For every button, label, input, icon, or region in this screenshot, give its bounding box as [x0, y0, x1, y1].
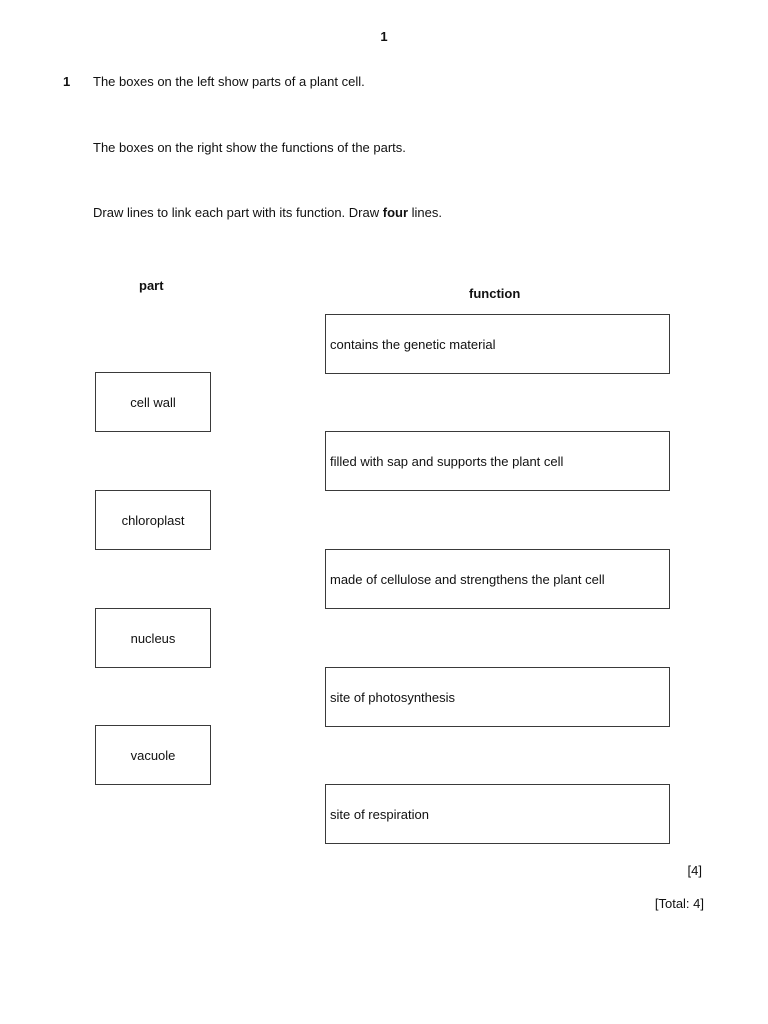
function-box-genetic-material[interactable]: [325, 314, 670, 374]
part-label: vacuole: [130, 747, 176, 763]
intro-left-text: The boxes on the left show parts of a plant cell.: [93, 74, 365, 89]
marks-label: [4]: [687, 863, 702, 878]
function-box-photosynthesis[interactable]: [325, 667, 670, 727]
function-box-sap[interactable]: [325, 431, 670, 491]
instruction-prefix: Draw lines to link each part with its function. Draw: [93, 205, 383, 220]
function-label: site of respiration: [330, 806, 429, 822]
function-box-respiration[interactable]: [325, 784, 670, 844]
part-box-cell-wall[interactable]: [95, 372, 211, 432]
function-label: contains the genetic material: [330, 336, 496, 352]
part-box-chloroplast[interactable]: [95, 490, 211, 550]
part-heading: part: [139, 278, 164, 293]
intro-right-text: The boxes on the right show the functions of the parts.: [93, 140, 406, 155]
part-box-vacuole[interactable]: [95, 725, 211, 785]
part-label: chloroplast: [121, 512, 185, 528]
function-label: made of cellulose and strengthens the plant cell: [330, 571, 605, 587]
instruction-text: [93, 205, 442, 220]
instruction-suffix: lines.: [408, 205, 442, 220]
part-label: cell wall: [130, 394, 176, 410]
function-heading: function: [469, 286, 521, 301]
function-label: filled with sap and supports the plant cell: [330, 453, 564, 469]
instruction-bold: four: [382, 205, 409, 220]
part-box-nucleus[interactable]: [95, 608, 211, 668]
function-label: site of photosynthesis: [330, 689, 456, 705]
total-marks-label: [Total: 4]: [654, 896, 704, 911]
function-box-cellulose[interactable]: [325, 549, 670, 609]
page-number: 1: [380, 29, 388, 44]
question-number: 1: [63, 74, 71, 89]
part-label: nucleus: [130, 630, 176, 646]
